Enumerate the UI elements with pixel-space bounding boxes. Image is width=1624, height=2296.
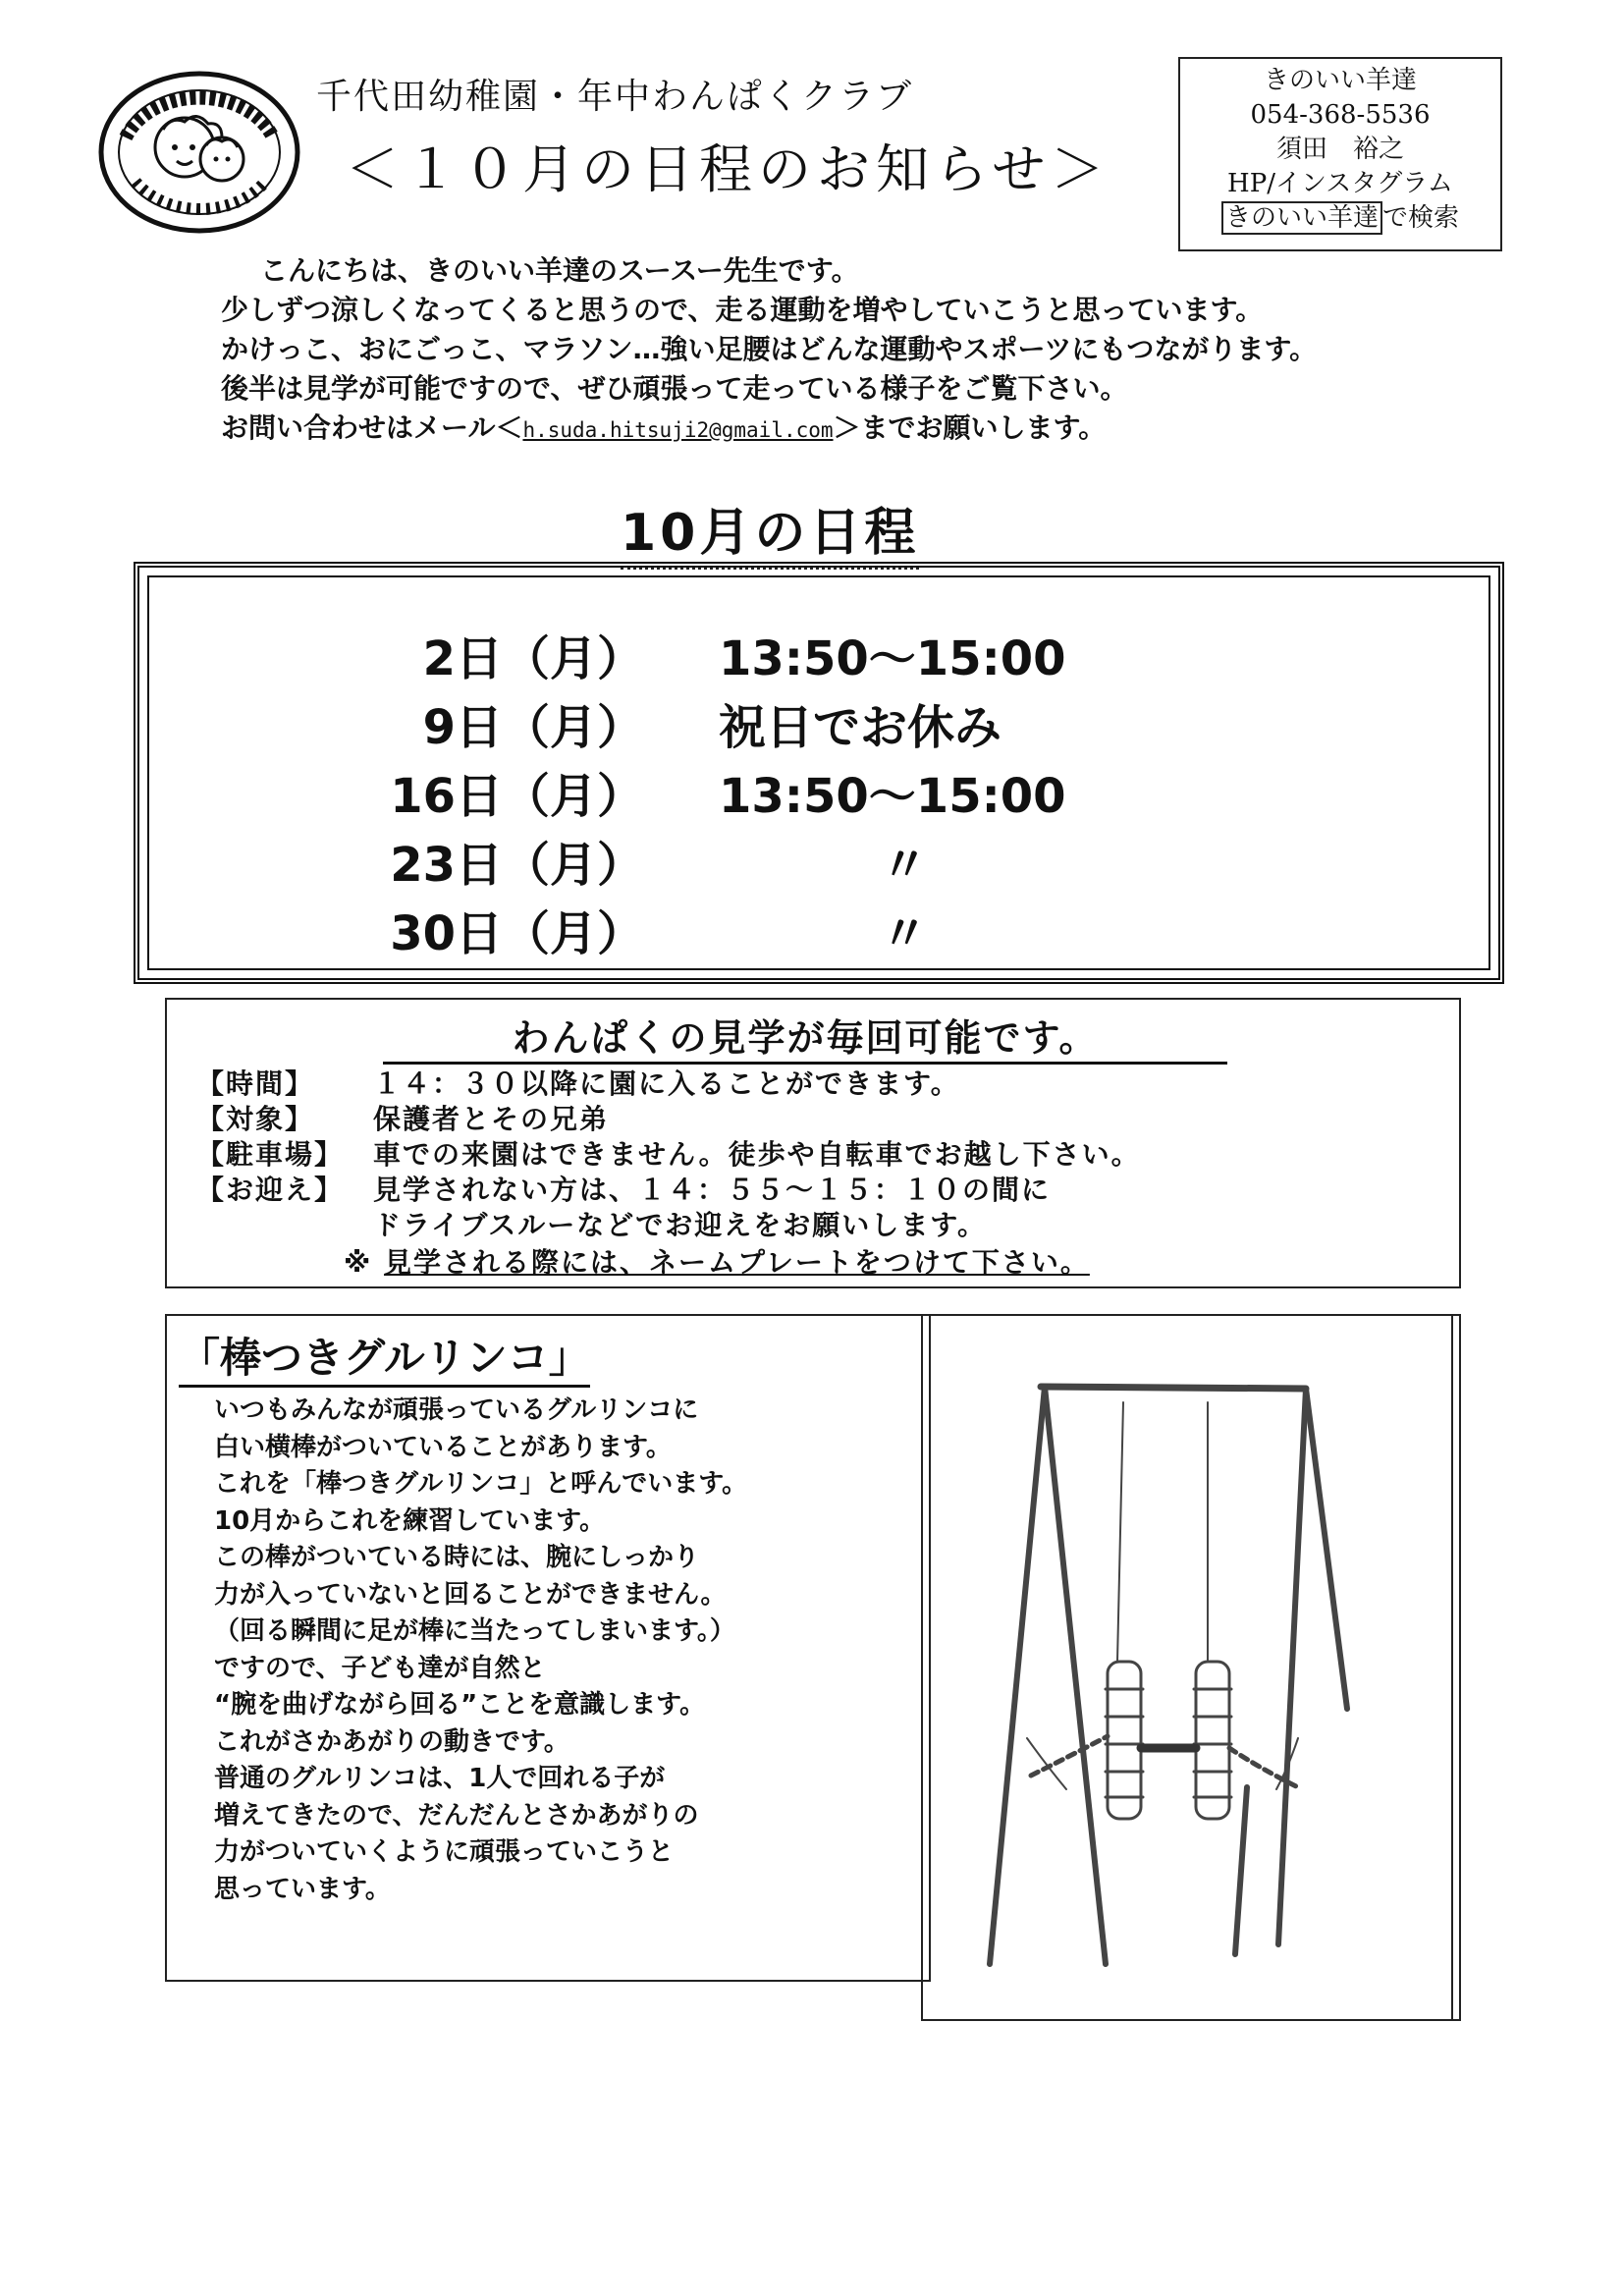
schedule-title: 10月の日程 xyxy=(621,491,919,570)
guru-body xyxy=(214,1393,747,1908)
schedule-date: 30日（月） xyxy=(390,906,644,961)
illustration-edge xyxy=(1451,1314,1453,2021)
schedule-row xyxy=(149,827,1489,896)
schedule-row xyxy=(149,758,1489,827)
schedule-time: 13:50～15:00 xyxy=(719,769,1066,824)
visit-row xyxy=(196,1169,1051,1208)
schedule-row xyxy=(149,896,1489,964)
swing-bar-illustration xyxy=(923,1316,1459,2019)
note-mark: ※ xyxy=(344,1246,373,1279)
schedule-box xyxy=(134,562,1504,984)
guru-line: 増えてきたので、だんだんとさかあがりの xyxy=(214,1800,699,1831)
note-text: 見学される際には、ネームプレートをつけて下さい。 xyxy=(383,1246,1090,1279)
search-keyword: きのいい羊達 xyxy=(1221,201,1382,235)
contact-search xyxy=(1180,201,1500,236)
visit-label: 【駐車場】 xyxy=(196,1138,345,1171)
visit-label: 【お迎え】 xyxy=(196,1174,345,1206)
contact-name: きのいい羊達 xyxy=(1263,66,1417,95)
intro-line-5 xyxy=(221,409,1317,448)
schedule-date: 23日（月） xyxy=(390,838,644,893)
guru-line: （回る瞬間に足が棒に当たってしまいます。） xyxy=(214,1616,735,1646)
guru-line: これを「棒つきグルリンコ」と呼んでいます。 xyxy=(214,1469,748,1499)
schedule-time: 13:50～15:00 xyxy=(719,631,1066,686)
guru-line: ですので、子ども達が自然と xyxy=(214,1653,546,1683)
visit-text: 見学されない方は、１４：５５～１５：１０の間に xyxy=(373,1174,1052,1206)
search-suffix: で検索 xyxy=(1382,203,1460,233)
guru-line: 力がついていくように頑張っていこうと xyxy=(214,1837,675,1867)
schedule-time-ditto: 〃 xyxy=(881,838,929,893)
visit-row xyxy=(196,1063,960,1102)
guru-line: 力が入っていないと回ることができません。 xyxy=(214,1579,727,1610)
schedule-row xyxy=(149,689,1489,758)
visit-text: 車での来園はできません。徒歩や自転車でお越し下さい。 xyxy=(373,1138,1141,1171)
contact-phone: 054-368-5536 xyxy=(1250,100,1431,130)
organization-name: 千代田幼稚園・年中わんぱくクラブ xyxy=(316,77,914,117)
contact-box xyxy=(1178,57,1502,251)
guru-line: 10月からこれを練習しています。 xyxy=(214,1505,606,1536)
schedule-time-ditto: 〃 xyxy=(881,906,929,961)
contact-person: 須田 裕之 xyxy=(1275,135,1404,164)
visit-note xyxy=(344,1241,1090,1281)
guru-line: いつもみんなが頑張っているグルリンコに xyxy=(214,1395,699,1425)
kinoii-hitsuji-logo xyxy=(96,69,302,236)
visit-info-box xyxy=(165,998,1461,1288)
visit-row xyxy=(196,1133,1141,1173)
contact-email[interactable]: h.suda.hitsuji2@gmail.com xyxy=(522,418,834,442)
guru-line: 普通のグルリンコは、1人で回れる子が xyxy=(214,1764,666,1793)
intro-line-2: 少しずつ涼しくなってくると思うので、走る運動を増やしていこうと思っています。 xyxy=(221,294,1264,326)
schedule-date: 16日（月） xyxy=(390,769,644,824)
visit-label: 【対象】 xyxy=(196,1103,315,1135)
intro-line-5-prefix: お問い合わせはメール＜ xyxy=(221,411,523,444)
visit-text: １４：３０以降に園に入ることができます。 xyxy=(373,1067,960,1100)
intro-line-5-suffix: ＞までお願いします。 xyxy=(833,411,1107,444)
guru-line: この棒がついている時には、腕にしっかり xyxy=(214,1543,700,1572)
visit-text: ドライブスルーなどでお迎えをお願いします。 xyxy=(373,1209,987,1241)
contact-sns: HP/インスタグラム xyxy=(1227,169,1453,198)
guru-title: 「棒つきグルリンコ」 xyxy=(179,1326,590,1388)
intro-line-3: かけっこ、おにごっこ、マラソン…強い足腰はどんな運動やスポーツにもつながります。 xyxy=(221,333,1318,365)
schedule-date: 9日（月） xyxy=(422,700,644,755)
visit-row xyxy=(196,1204,987,1243)
schedule-date: 2日（月） xyxy=(422,631,644,686)
schedule-row xyxy=(149,621,1489,689)
guru-line: これがさかあがりの動きです。 xyxy=(214,1726,569,1757)
intro-line-1: こんにちは、きのいい羊達のスースー先生です。 xyxy=(260,254,859,287)
guru-line: “腕を曲げながら回る”ことを意識します。 xyxy=(214,1690,706,1720)
visit-label: 【時間】 xyxy=(196,1067,315,1100)
visit-row xyxy=(196,1098,609,1137)
visit-title: わんぱくの見学が毎回可能です。 xyxy=(383,1008,1227,1065)
intro-line-4: 後半は見学が可能ですので、ぜひ頑張って走っている様子をご覧下さい。 xyxy=(221,372,1128,405)
illustration-frame xyxy=(921,1314,1461,2021)
visit-text: 保護者とその兄弟 xyxy=(373,1103,610,1135)
schedule-time: 祝日でお休み xyxy=(719,700,1002,755)
guru-line: 思っています。 xyxy=(214,1874,391,1904)
page-title: ＜１０月の日程のお知らせ＞ xyxy=(346,138,1110,200)
guru-line: 白い横棒がついていることがあります。 xyxy=(214,1432,672,1462)
intro-message xyxy=(221,251,1317,448)
guru-rinko-box xyxy=(165,1314,931,1982)
